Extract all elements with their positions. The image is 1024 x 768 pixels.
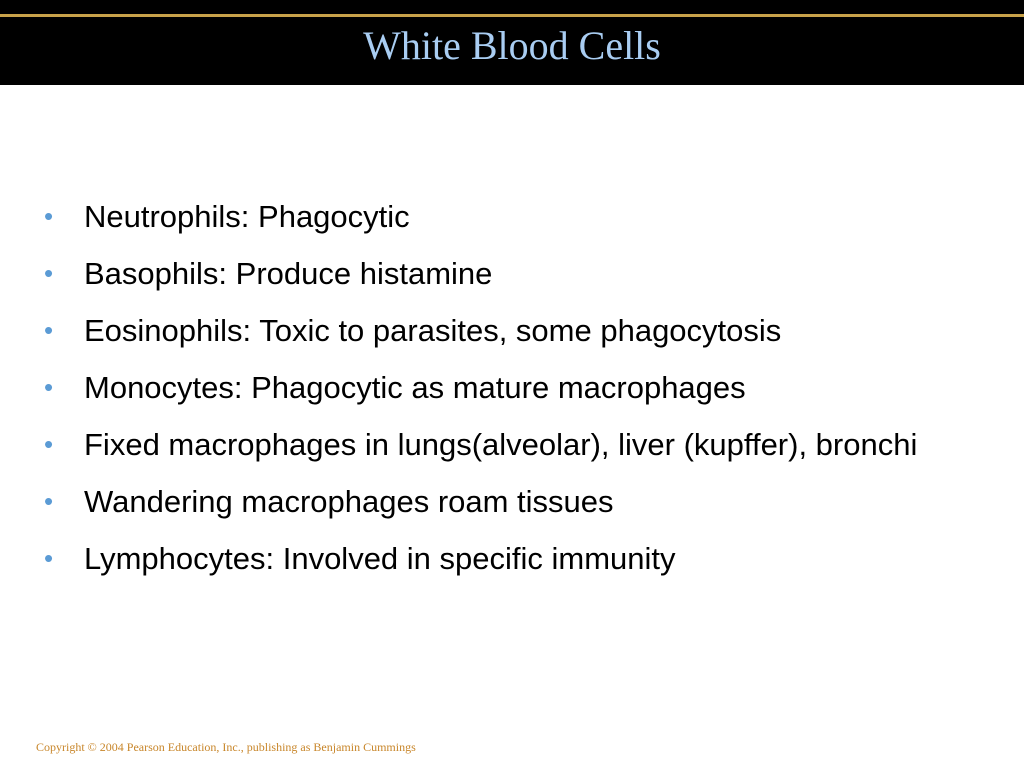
- bullet-text: Neutrophils: Phagocytic: [84, 199, 410, 234]
- bullet-text: Fixed macrophages in lungs(alveolar), liver (kupffer), bronchi: [84, 427, 918, 462]
- title-rule: [0, 14, 1024, 17]
- bullet-icon: •: [44, 258, 54, 288]
- bullet-list: [44, 197, 974, 596]
- bullet-item: [44, 368, 974, 407]
- bullet-text: Wandering macrophages roam tissues: [84, 484, 614, 519]
- bullet-item: [44, 197, 974, 236]
- bullet-icon: •: [44, 201, 54, 231]
- bullet-text: Basophils: Produce histamine: [84, 256, 493, 291]
- bullet-icon: •: [44, 315, 54, 345]
- slide-title: White Blood Cells: [363, 23, 661, 68]
- bullet-item: [44, 425, 974, 464]
- bullet-icon: •: [44, 429, 54, 459]
- bullet-text: Monocytes: Phagocytic as mature macrophages: [84, 370, 746, 405]
- bullet-item: [44, 482, 974, 521]
- bullet-text: Eosinophils: Toxic to parasites, some phagocytosis: [84, 313, 782, 348]
- bullet-text: Lymphocytes: Involved in specific immunity: [84, 541, 676, 576]
- bullet-icon: •: [44, 372, 54, 402]
- bullet-item: [44, 254, 974, 293]
- bullet-item: [44, 539, 974, 578]
- bullet-icon: •: [44, 486, 54, 516]
- title-bar: [0, 0, 1024, 85]
- bullet-item: [44, 311, 974, 350]
- bullet-icon: •: [44, 543, 54, 573]
- copyright-notice: Copyright © 2004 Pearson Education, Inc., publishing as Benjamin Cummings: [36, 740, 416, 754]
